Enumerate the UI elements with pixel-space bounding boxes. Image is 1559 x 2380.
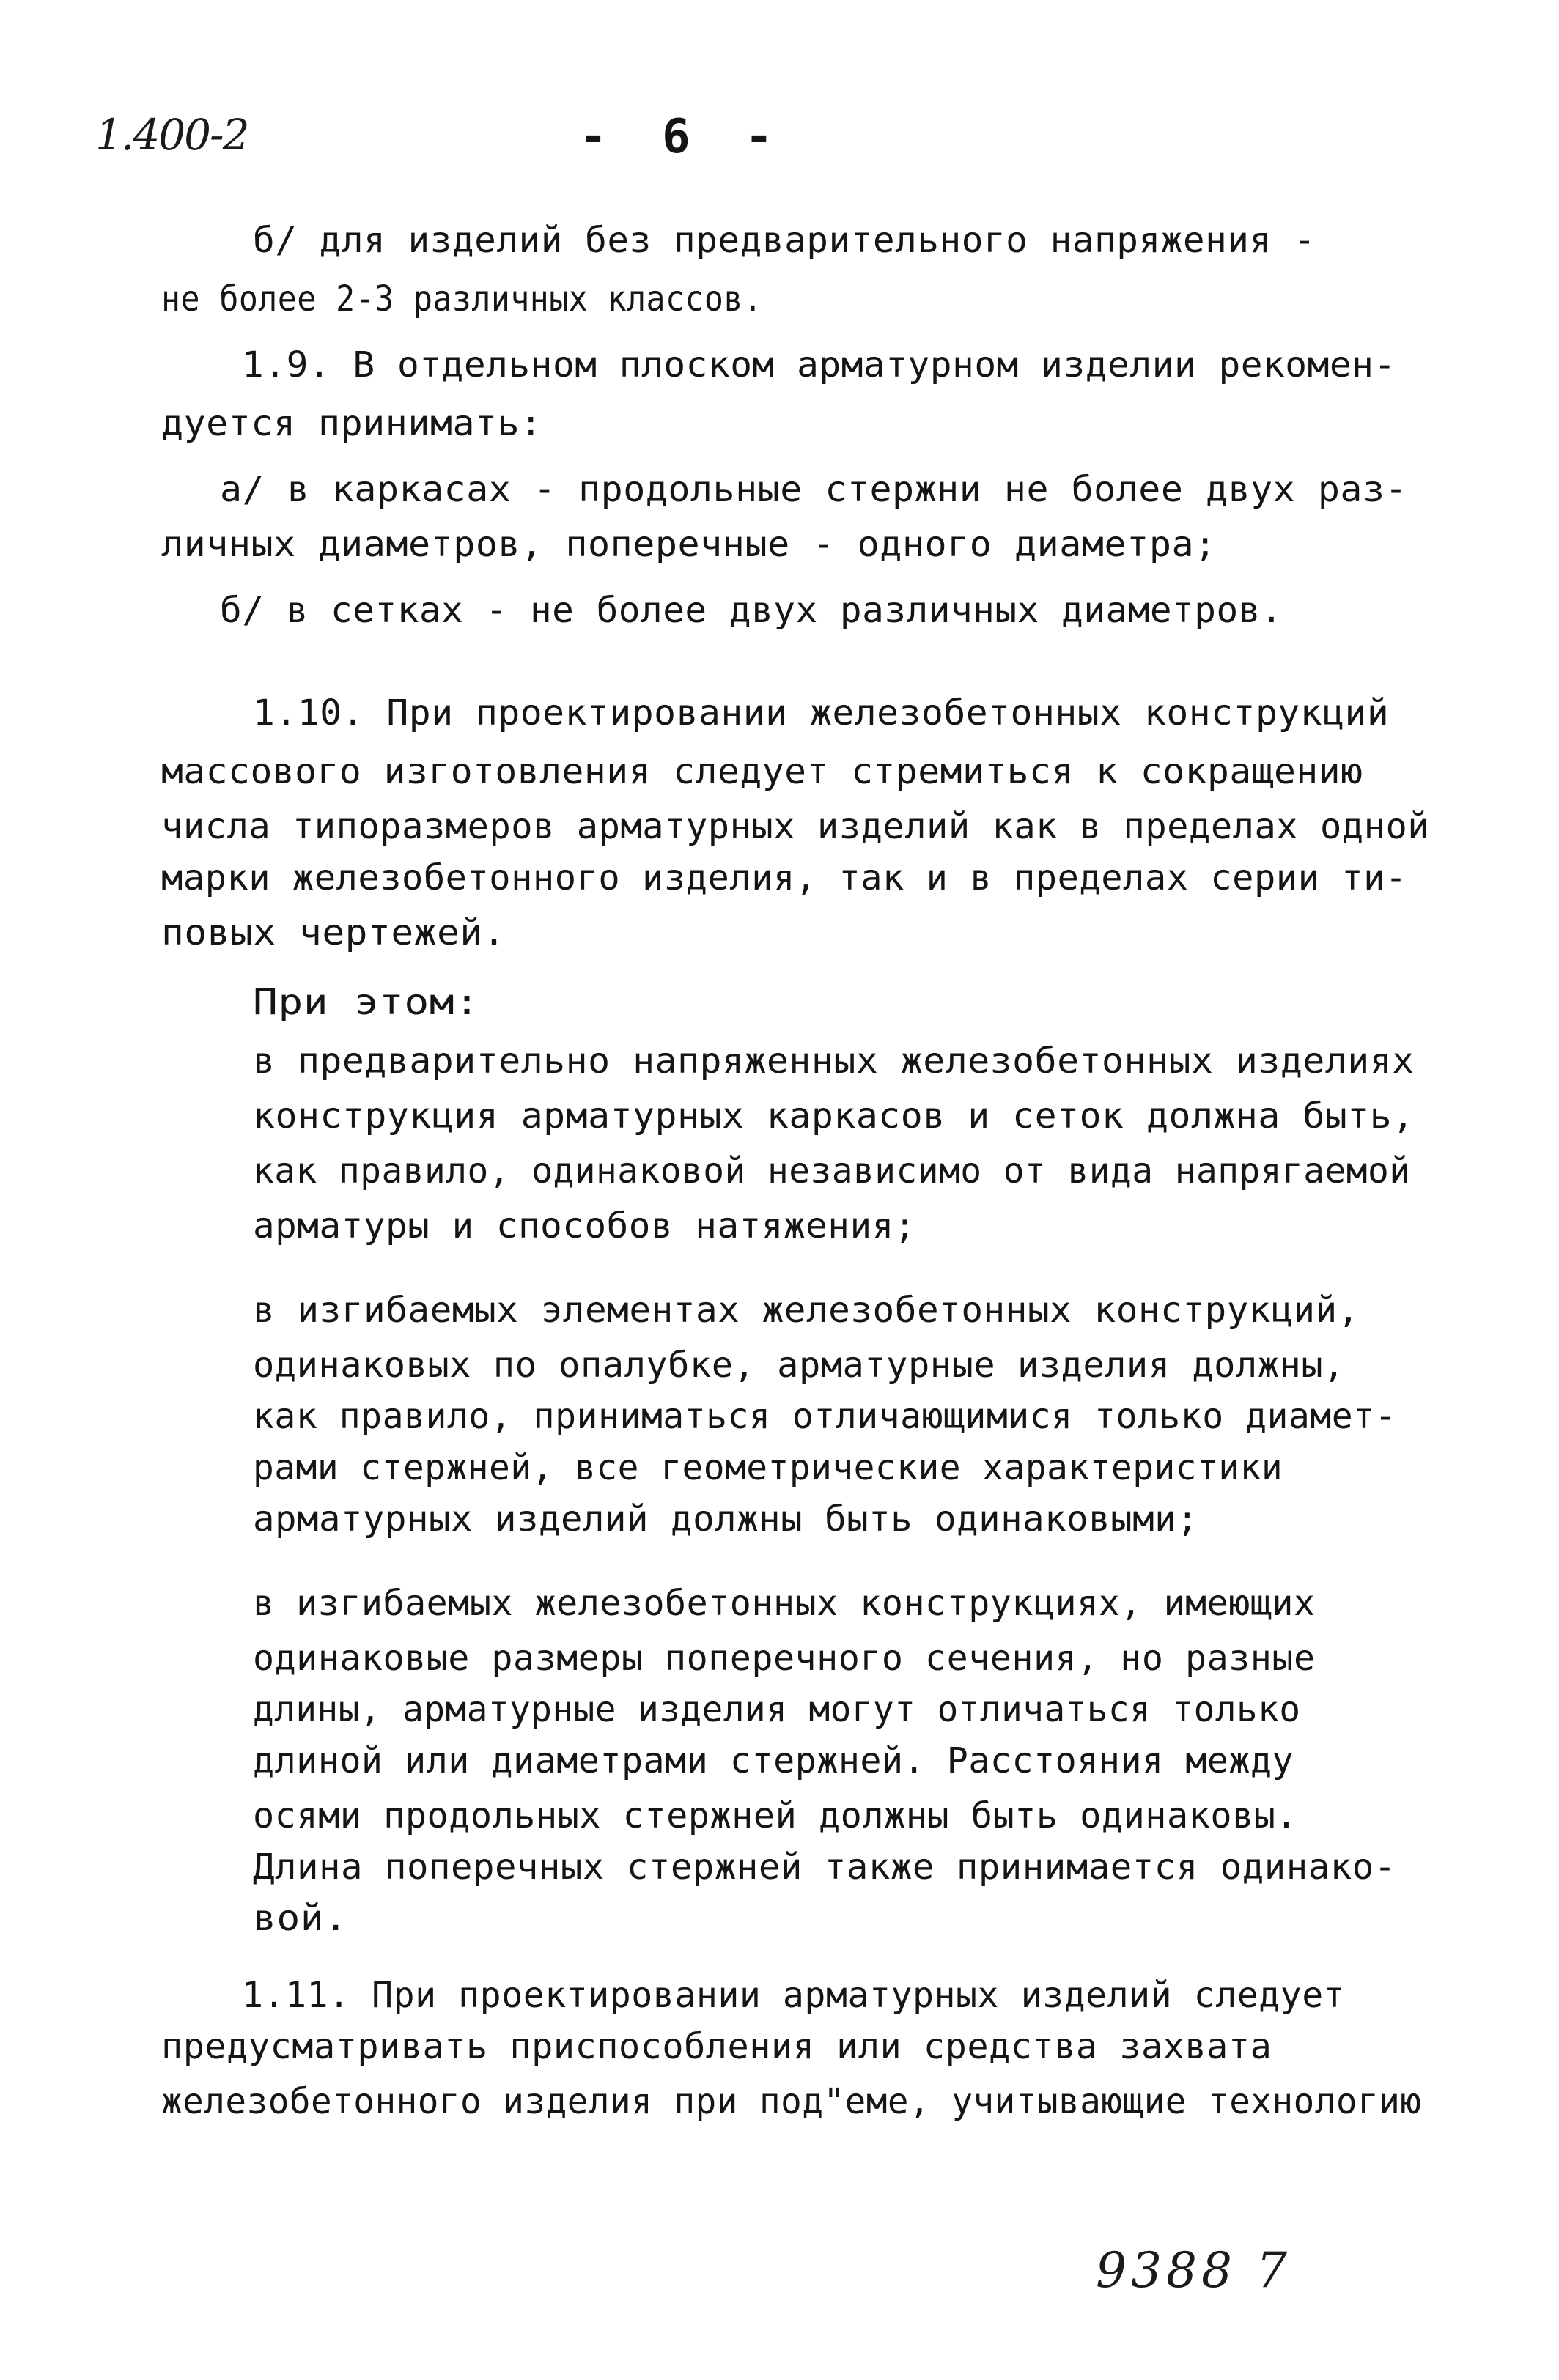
text-line: вой.	[253, 1898, 348, 1939]
page-number: - 6 -	[579, 110, 786, 164]
text-line: одинаковые размеры поперечного сечения, но разные	[253, 1638, 1316, 1679]
text-line: длины, арматурные изделия могут отличаться только	[253, 1689, 1301, 1730]
text-line: личных диаметров, поперечные - одного диаметра;	[161, 524, 1217, 565]
text-line: дуется принимать:	[161, 403, 542, 444]
text-line: При этом:	[253, 982, 480, 1023]
text-line: арматурных изделий должны быть одинаковыми;	[253, 1498, 1199, 1540]
text-line: железобетонного изделия при под"еме, учитывающие технологию	[161, 2081, 1422, 2122]
text-line: Длина поперечных стержней также принимается одинако-	[253, 1847, 1396, 1888]
text-line: конструкция арматурных каркасов и сеток должна быть,	[253, 1095, 1415, 1137]
text-line: арматуры и способов натяжения;	[253, 1205, 916, 1246]
text-line: как правило, приниматься отличающимися только диамет-	[253, 1396, 1397, 1437]
text-line: повых чертежей.	[161, 912, 506, 953]
sheet-number: 9388 7	[1096, 2242, 1291, 2299]
text-line: в изгибаемых железобетонных конструкциях, имеющих	[253, 1583, 1316, 1624]
text-line: б/ в сетках - не более двух различных диаметров.	[220, 590, 1283, 631]
text-line: длиной или диаметрами стержней. Расстояния между	[253, 1740, 1294, 1781]
text-line: массового изготовления следует стремиться к сокращению	[161, 751, 1363, 792]
text-line: а/ в каркасах - продольные стержни не более двух раз-	[220, 469, 1408, 510]
text-line: в предварительно напряженных железобетонных изделиях	[253, 1041, 1415, 1082]
text-line: б/ для изделий без предварительного напряжения -	[253, 220, 1316, 261]
text-line: в изгибаемых элементах железобетонных конструкций,	[253, 1290, 1360, 1331]
text-line: как правило, одинаковой независимо от вида напрягаемой	[253, 1150, 1411, 1191]
text-line: осями продольных стержней должны быть одинаковы.	[253, 1795, 1298, 1836]
document-code: 1.400-2	[95, 110, 248, 160]
text-line: 1.9. В отдельном плоском арматурном изделии рекомен-	[242, 344, 1396, 385]
text-line: числа типоразмеров арматурных изделий как в пределах одной	[161, 806, 1430, 847]
text-line: предусматривать приспособления или средства захвата	[161, 2026, 1272, 2067]
text-line: не более 2-3 различных классов.	[161, 278, 763, 319]
text-line: рами стержней, все геометрические характеристики	[253, 1447, 1283, 1488]
text-line: марки железобетонного изделия, так и в пределах серии ти-	[161, 857, 1407, 898]
text-line: 1.11. При проектировании арматурных изделий следует	[242, 1975, 1346, 2016]
text-line: одинаковых по опалубке, арматурные изделия должны,	[253, 1345, 1345, 1386]
text-line: 1.10. При проектировании железобетонных конструкций	[253, 692, 1390, 733]
